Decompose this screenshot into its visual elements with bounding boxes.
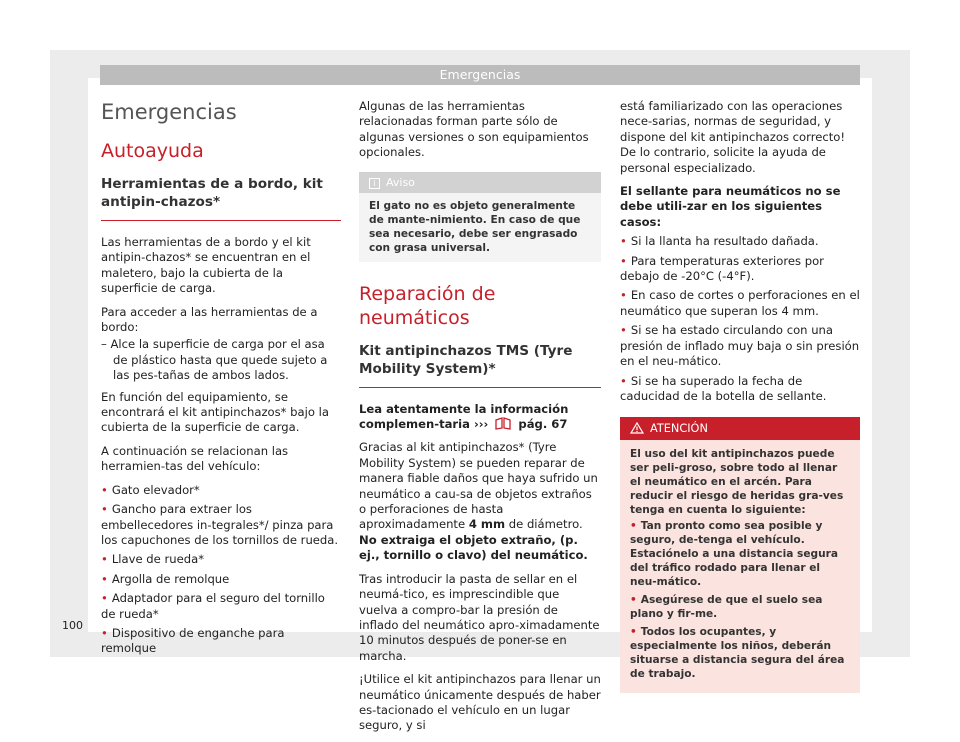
step-item: – Alce la superficie de carga por el asa de plástico hasta que quede sujeto a las pes-tañas de ambos lados. <box>101 337 328 383</box>
page-number: 100 <box>62 619 83 632</box>
column-1 <box>101 99 341 661</box>
paragraph: A continuación se relacionan las herramien-tas del vehículo: <box>101 443 289 474</box>
bullet-icon: • <box>620 253 627 268</box>
paragraph: En función del equipamiento, se encontrará el kit antipinchazos* bajo la cubierta de la superficie de carga. <box>101 389 329 435</box>
section-title: Reparación de neumáticos <box>359 282 496 329</box>
reference-page-link[interactable]: pág. 67 <box>518 417 568 432</box>
paragraph: Las herramientas de a bordo y el kit antipin-chazos* se encuentran en el maletero, bajo la cubierta de la superficie de carga. <box>101 235 311 296</box>
list-item <box>630 519 850 589</box>
list-item-text: Para temperaturas exteriores por debajo de -20°C (-4°F). <box>620 253 824 284</box>
paragraph: Para acceder a las herramientas de a bordo: <box>101 304 318 335</box>
list-item-text: Tan pronto como sea posible y seguro, de-tenga el vehículo. Estaciónelo a una distancia segura del tráfico rodado para llenar el neu-mático. <box>630 520 839 589</box>
list-item-text: En caso de cortes o perforaciones en el neumático que superan los 4 mm. <box>620 288 860 318</box>
list-item <box>620 288 860 319</box>
bullet-icon: • <box>620 234 627 249</box>
bullet-icon: • <box>630 626 637 639</box>
warning-list <box>630 519 850 681</box>
subsection-title: Kit antipinchazos TMS (Tyre Mobility System)* <box>359 342 601 388</box>
section-title: Autoayuda <box>101 140 204 162</box>
paragraph-text: Gracias al kit antipinchazos* (Tyre Mobility System) se pueden reparar de manera fiable daños que haya sufrido un neumático a cau-sa de objetos extraños o perforaciones de hasta aproximadamente <box>359 440 598 532</box>
subheading: El sellante para neumáticos no se debe utili-zar en los siguientes casos: <box>620 184 841 229</box>
warning-box-header <box>620 417 860 440</box>
bullet-icon: • <box>101 502 108 517</box>
running-header: Emergencias <box>100 65 860 85</box>
list-item-text: Si se ha superado la fecha de caducidad de la botella de sellante. <box>620 373 827 403</box>
list-item-text: Dispositivo de enganche para remolque <box>101 625 285 656</box>
paragraph <box>359 440 601 563</box>
list-item <box>101 572 341 587</box>
chapter-title: Emergencias <box>101 100 237 124</box>
list-item <box>630 625 850 681</box>
paragraph: Tras introducir la pasta de sellar en el neumá-tico, es imprescindible que vuelva a compro-bar la presión de inflado del neumático apro-ximadamente 10 minutos después de poner-se en marcha. <box>359 571 600 663</box>
list-item-text: Todos los ocupantes, y especialmente los niños, deberán situarse a distancia segura del área de trabajo. <box>630 626 845 681</box>
bullet-icon: • <box>101 625 108 640</box>
list-item <box>101 502 341 548</box>
list-item-text: Adaptador para el seguro del tornillo de rueda* <box>101 591 325 621</box>
list-item <box>630 593 850 621</box>
warning-triangle-icon <box>630 422 644 434</box>
info-icon: i <box>369 178 380 189</box>
reference-text: Lea atentamente la información complemen-taria ››› <box>359 401 569 432</box>
list-item-text: Llave de rueda* <box>111 552 204 567</box>
list-item <box>620 234 860 249</box>
note-box-title: Aviso <box>386 175 415 189</box>
reference-line <box>359 402 601 433</box>
paragraph: ¡Utilice el kit antipinchazos para llenar un neumático únicamente después de haber es-tacionado el vehículo en un lugar seguro, y si <box>359 672 601 733</box>
list-item-text: Gato elevador* <box>111 482 200 497</box>
diameter-value: 4 mm <box>468 517 506 532</box>
warning-box-body <box>620 440 860 693</box>
paragraph: está familiarizado con las operaciones nece-sarias, normas de seguridad, y dispone del kit antipinchazos correcto! De lo contrario, solicite la ayuda de personal especializado. <box>620 99 846 175</box>
list-item-text: Si se ha estado circulando con una presión de inflado muy baja o sin presión en el neu-mático. <box>620 323 860 369</box>
warning-box-title: ATENCIÓN <box>650 422 708 436</box>
list-item-text: Gancho para extraer los embellecedores in-tegrales*/ pinza para los capuchones de los tornillos de rueda. <box>101 502 339 547</box>
list-item-text: Si la llanta ha resultado dañada. <box>630 234 819 249</box>
bullet-icon: • <box>620 373 627 388</box>
list-item-text: Asegúrese de que el suelo sea plano y fir-me. <box>630 594 823 621</box>
list-item <box>101 626 341 657</box>
warning-box <box>620 417 860 693</box>
bullet-icon: • <box>630 520 637 533</box>
subsection-title: Herramientas de a bordo, kit antipin-chazos* <box>101 175 341 221</box>
note-box-header <box>359 173 601 193</box>
warning-intro: El uso del kit antipinchazos puede ser peli-groso, sobre todo al llenar el neumático en el arcén. Para reducir el riesgo de heridas gra-ves tenga en cuenta lo siguiente: <box>630 448 844 517</box>
tools-list <box>101 483 341 657</box>
list-item <box>101 483 341 498</box>
bullet-icon: • <box>101 482 108 497</box>
book-reference-icon <box>494 417 512 430</box>
bullet-icon: • <box>620 323 627 338</box>
bullet-icon: • <box>101 591 108 606</box>
list-item <box>620 254 860 285</box>
paragraph-emphasis: No extraiga el objeto extraño, (p. ej., tornillo o clavo) del neumático. <box>359 532 588 563</box>
list-item <box>101 552 341 567</box>
bullet-icon: • <box>101 552 108 567</box>
list-item <box>620 323 860 369</box>
cases-list <box>620 234 860 404</box>
paragraph-text: de diámetro. <box>508 517 583 532</box>
bullet-icon: • <box>630 594 637 607</box>
note-box <box>359 172 601 262</box>
list-item <box>101 591 341 622</box>
bullet-icon: • <box>620 288 627 303</box>
column-2 <box>359 99 601 742</box>
paragraph: Algunas de las herramientas relacionadas forman parte sólo de algunas versiones o son equipamientos opcionales. <box>359 99 589 160</box>
column-3 <box>620 99 860 693</box>
note-box-body: El gato no es objeto generalmente de mante-nimiento. En caso de que sea necesario, debe ser engrasado con grasa universal. <box>369 199 581 254</box>
list-item-text: Argolla de remolque <box>111 571 230 586</box>
list-item <box>620 374 860 405</box>
bullet-icon: • <box>101 571 108 586</box>
